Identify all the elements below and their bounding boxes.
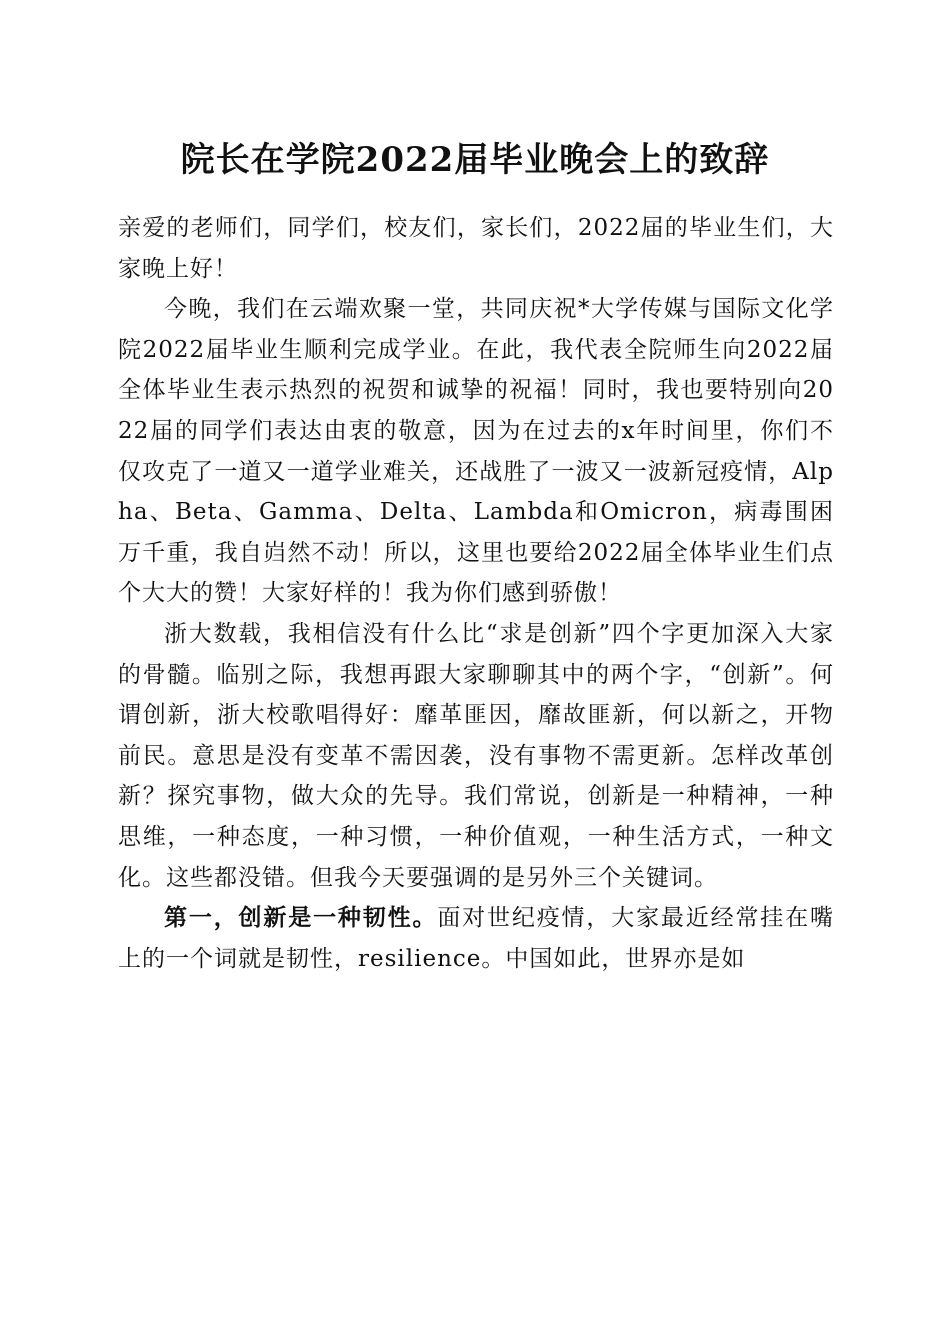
body-paragraph-3 (118, 898, 834, 979)
paragraph-3-lead: 第一，创新是一种韧性。 (164, 904, 438, 932)
body-paragraph-2: 浙大数载，我相信没有什么比“求是创新”四个字更加深入大家的骨髓。临别之际，我想再跟大家聊聊其中的两个字，“创新”。何谓创新，浙大校歌唱得好：靡革匪因，靡故匪新，何以新之，开物前民。意思是没有变革不需因袭，没有事物不需更新。怎样改革创新？探究事物，做大众的先导。我们常说，创新是一种精神，一种思维，一种态度，一种习惯，一种价值观，一种生活方式，一种文化。这些都没错。但我今天要强调的是另外三个关键词。 (118, 620, 834, 891)
paragraph-3-text: 面对世纪疫情，大家最近经常挂在嘴上的一个词就是韧性，resilience。中国如此，世界亦是如 (118, 905, 835, 972)
body-paragraph-1: 今晚，我们在云端欢聚一堂，共同庆祝*大学传媒与国际文化学院2022届毕业生顺利完成学业。在此，我代表全院师生向2022届全体毕业生表示热烈的祝贺和诚挚的祝福！同时，我也要特别向2022届的同学们表达由衷的敬意，因为在过去的x年时间里，你们不仅攻克了一道又一道学业难关，还战胜了一波又一波新冠疫情，Alpha、Beta、Gamma、Delta、Lambda和Omicron，病毒围困万千重，我自岿然不动！所以，这里也要给2022届全体毕业生们点个大大的赞！大家好样的！我为你们感到骄傲！ (118, 296, 834, 607)
document-title: 院长在学院2022届毕业晚会上的致辞 (180, 140, 770, 180)
greeting-paragraph: 亲爱的老师们，同学们，校友们，家长们，2022届的毕业生们，大家晚上好！ (118, 215, 834, 282)
document-body (118, 208, 834, 979)
